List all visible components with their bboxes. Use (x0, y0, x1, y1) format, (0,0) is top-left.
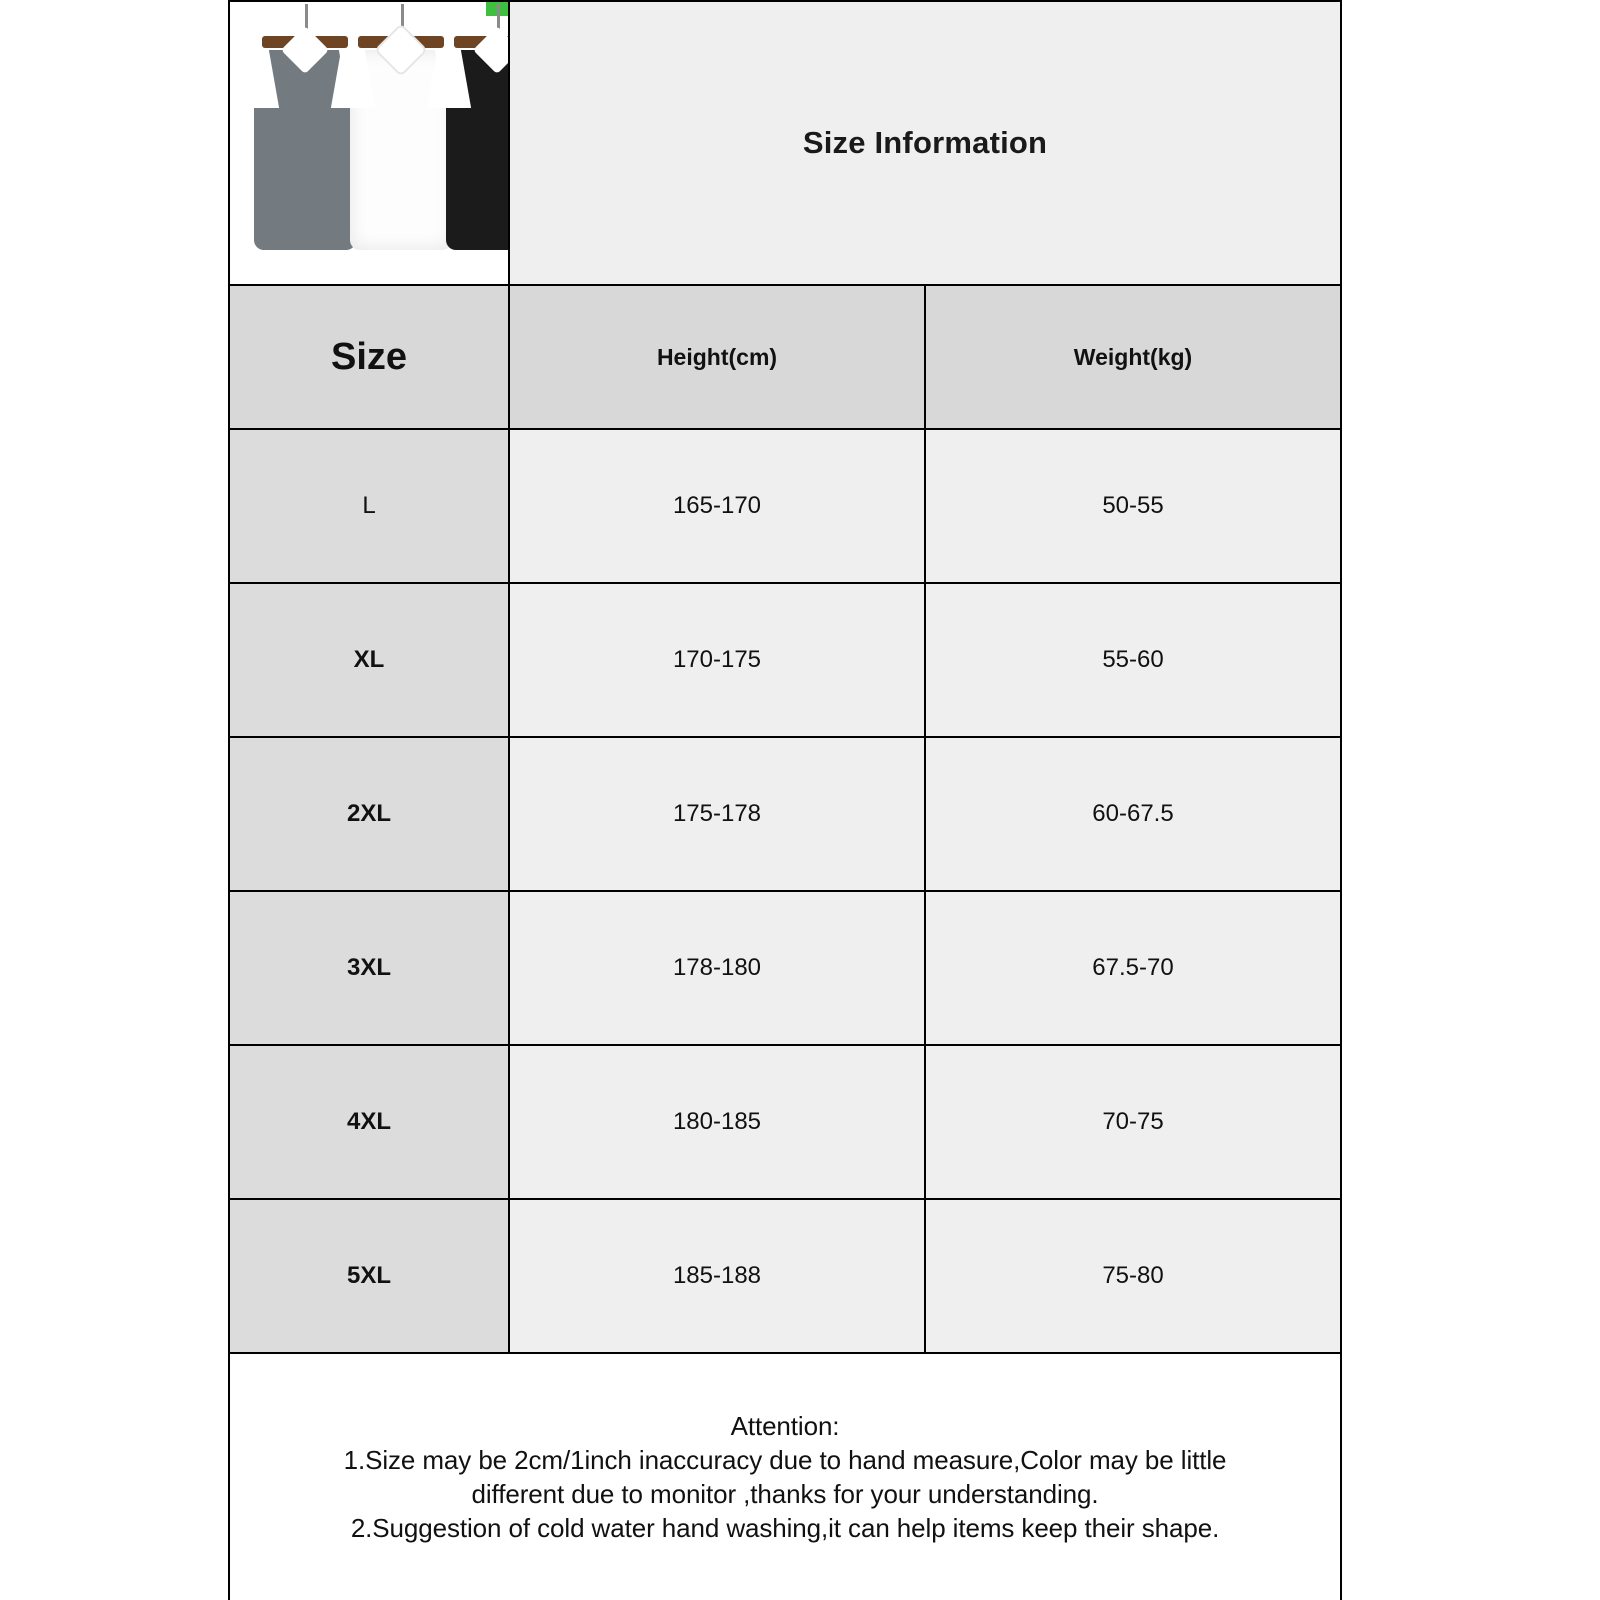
attention-line-2: different due to monitor ,thanks for your understanding. (471, 1479, 1099, 1509)
cell-size: XL (229, 583, 509, 737)
cell-size: 3XL (229, 891, 509, 1045)
cell-weight: 55-60 (925, 583, 1341, 737)
table-row (229, 583, 1341, 737)
cell-size: L (229, 429, 509, 583)
cell-height: 185-188 (509, 1199, 925, 1353)
column-header-height (509, 285, 925, 429)
table-row (229, 1199, 1341, 1353)
table-row (229, 429, 1341, 583)
table-row (229, 737, 1341, 891)
attention-line-3: 2.Suggestion of cold water hand washing,it can help items keep their shape. (350, 1512, 1220, 1543)
cell-size: 5XL (229, 1199, 509, 1353)
attention-row (229, 1353, 1341, 1600)
title-cell (509, 1, 1341, 285)
attention-line-1: 1.Size may be 2cm/1inch inaccuracy due to hand measure,Color may be little (343, 1445, 1227, 1476)
cell-height: 165-170 (509, 429, 925, 583)
cell-size: 2XL (229, 737, 509, 891)
table-row (229, 1045, 1341, 1199)
cell-height: 180-185 (509, 1045, 925, 1199)
column-header-size (229, 285, 509, 429)
cell-height: 175-178 (509, 737, 925, 891)
tank-top-black (446, 50, 508, 250)
page-title: Size Information (802, 125, 1048, 160)
tank-top-grey (254, 50, 356, 250)
attention-heading: Attention: (730, 1411, 840, 1442)
cell-weight: 60-67.5 (925, 737, 1341, 891)
column-header-weight (925, 285, 1341, 429)
attention-cell (229, 1353, 1341, 1600)
table-row (229, 891, 1341, 1045)
tank-top-white (350, 50, 452, 250)
cell-size: 4XL (229, 1045, 509, 1199)
product-image-cell (229, 1, 509, 285)
cell-height: 170-175 (509, 583, 925, 737)
cell-height: 178-180 (509, 891, 925, 1045)
table-header-row (229, 285, 1341, 429)
column-header-size-label: Size (330, 335, 408, 378)
table-row-header-banner (229, 1, 1341, 285)
cell-weight: 67.5-70 (925, 891, 1341, 1045)
cell-weight: 50-55 (925, 429, 1341, 583)
product-photo (230, 2, 508, 284)
column-header-height-label: Height(cm) (656, 343, 778, 370)
cell-weight: 70-75 (925, 1045, 1341, 1199)
size-information-table (228, 0, 1342, 1600)
cell-weight: 75-80 (925, 1199, 1341, 1353)
column-header-weight-label: Weight(kg) (1073, 343, 1193, 370)
